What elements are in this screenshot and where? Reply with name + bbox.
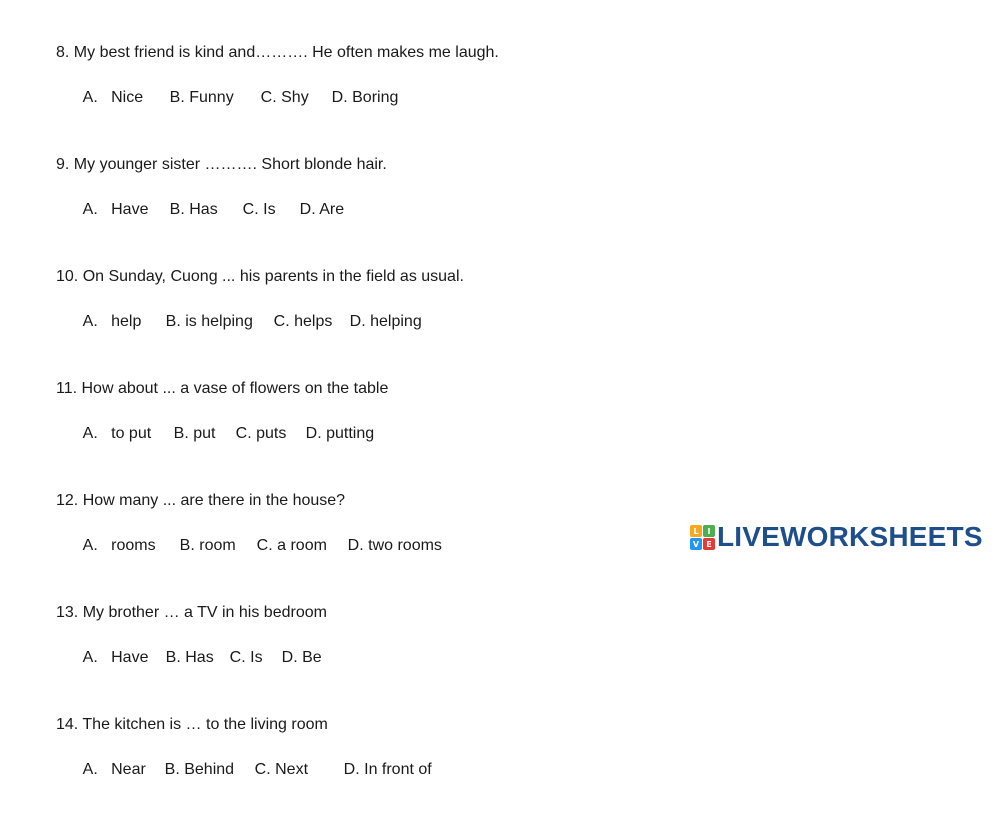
question-text: 14. The kitchen is … to the living room [56, 716, 328, 733]
logo-letter-e: E [703, 538, 715, 550]
option-c[interactable]: C. a room [256, 537, 327, 554]
option-d[interactable]: D. Be [281, 649, 322, 666]
option-a[interactable]: A. Nice [82, 89, 144, 106]
question-text: 11. How about ... a vase of flowers on the table [56, 380, 389, 397]
option-a[interactable]: A. help [82, 313, 142, 330]
answer-options [56, 289, 756, 357]
answer-options [56, 625, 756, 693]
option-a[interactable]: A. rooms [82, 537, 156, 554]
option-b[interactable]: B. is helping [165, 313, 253, 330]
question-text: 13. My brother … a TV in his bedroom [56, 604, 327, 621]
answer-options [56, 65, 756, 133]
option-b[interactable]: B. put [173, 425, 216, 442]
option-c[interactable]: C. Is [242, 201, 276, 218]
logo-text: LIVEWORKSHEETS [717, 521, 983, 552]
question-14 [56, 714, 756, 804]
option-b[interactable]: B. Behind [164, 761, 235, 778]
option-b[interactable]: B. Funny [169, 89, 234, 106]
answer-options [56, 737, 756, 805]
logo-letter-l: L [690, 525, 702, 537]
option-a[interactable]: A. Near [82, 761, 146, 778]
answer-options [56, 177, 756, 245]
option-d[interactable]: D. Boring [331, 89, 399, 106]
option-d[interactable]: D. Are [299, 201, 345, 218]
option-b[interactable]: B. room [179, 537, 236, 554]
question-text: 10. On Sunday, Cuong ... his parents in the field as usual. [56, 268, 464, 285]
logo-mark-icon [690, 525, 714, 549]
liveworksheets-logo [690, 522, 983, 552]
option-a[interactable]: A. Have [82, 649, 149, 666]
answer-options [56, 513, 756, 581]
question-13 [56, 602, 756, 692]
option-a[interactable]: A. Have [82, 201, 149, 218]
option-d[interactable]: D. two rooms [347, 537, 442, 554]
option-d[interactable]: D. helping [349, 313, 422, 330]
option-c[interactable]: C. puts [235, 425, 287, 442]
option-d[interactable]: D. In front of [343, 761, 432, 778]
question-9 [56, 154, 756, 244]
logo-letter-v: V [690, 538, 702, 550]
option-a[interactable]: A. to put [82, 425, 152, 442]
logo-letter-i: I [703, 525, 715, 537]
option-b[interactable]: B. Has [169, 201, 218, 218]
question-11 [56, 378, 756, 468]
question-text: 12. How many ... are there in the house? [56, 492, 346, 509]
worksheet [56, 42, 756, 826]
question-12 [56, 490, 756, 580]
option-c[interactable]: C. Is [229, 649, 263, 666]
question-text: 8. My best friend is kind and………. He often makes me laugh. [56, 44, 499, 61]
option-c[interactable]: C. helps [273, 313, 333, 330]
option-c[interactable]: C. Next [254, 761, 309, 778]
option-c[interactable]: C. Shy [260, 89, 309, 106]
question-8 [56, 42, 756, 132]
question-text: 9. My younger sister ………. Short blonde hair. [56, 156, 387, 173]
option-d[interactable]: D. putting [305, 425, 375, 442]
option-b[interactable]: B. Has [165, 649, 214, 666]
answer-options [56, 401, 756, 469]
question-10 [56, 266, 756, 356]
